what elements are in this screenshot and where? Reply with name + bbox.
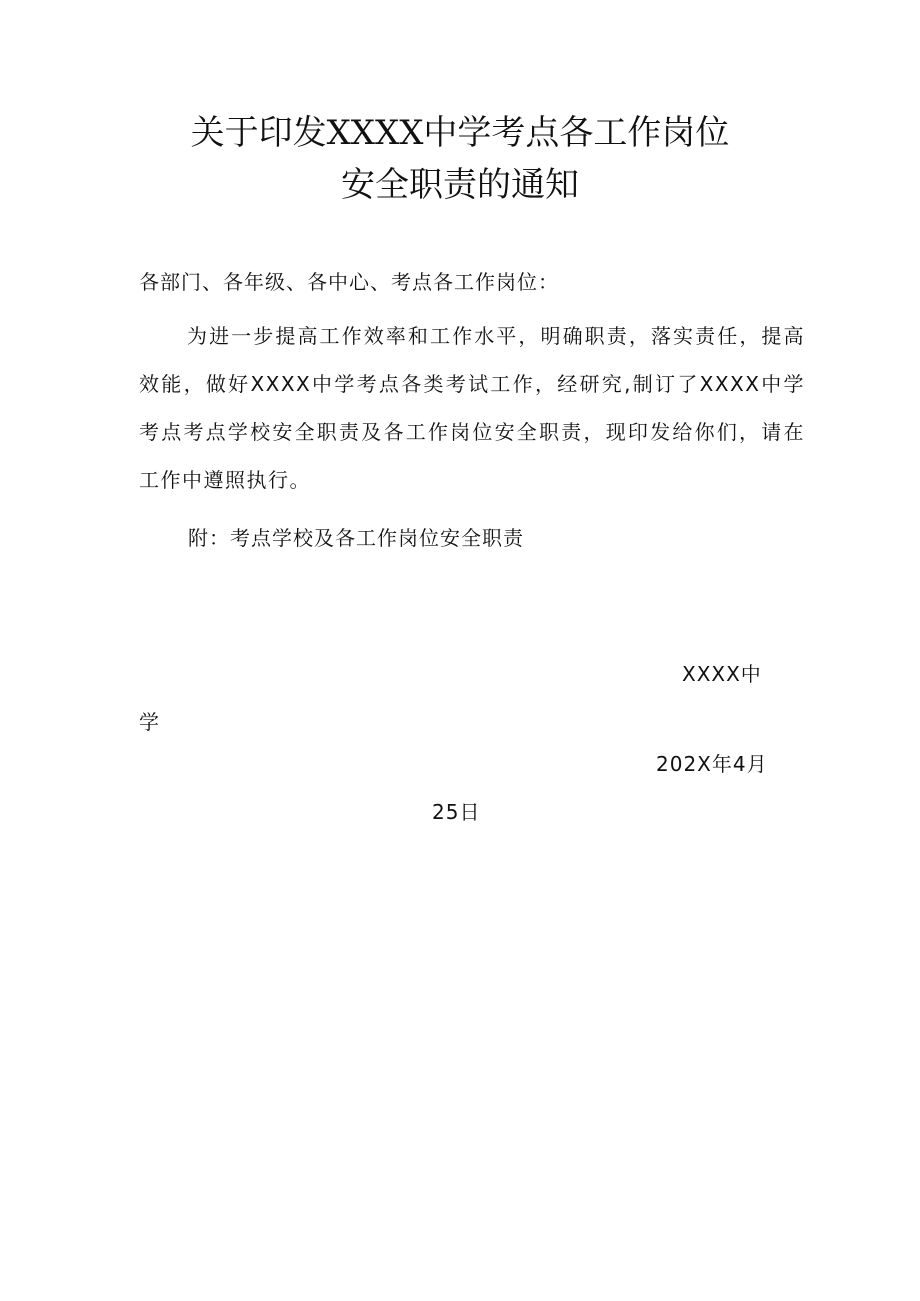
salutation: 各部门、各年级、各中心、考点各工作岗位：: [139, 270, 559, 294]
attachment-note: 附：考点学校及各工作岗位安全职责: [188, 526, 524, 550]
document-title-line-2: 安全职责的通知: [341, 165, 579, 205]
document-title-line-1: 关于印发XXXX中学考点各工作岗位: [190, 113, 730, 153]
body-paragraph: 为进一步提高工作效率和工作水平，明确职责，落实责任，提高效能，做好XXXX中学考点各类考试工作，经研究,制订了XXXX中学考点考点学校安全职责及各工作岗位安全职责，现印发给你们，请在工作中遵照执行。: [139, 324, 805, 492]
signature-school-continued: 学: [139, 710, 160, 734]
signature-school: XXXX中: [682, 662, 762, 686]
signature-date: 202X年4月: [656, 752, 768, 776]
signature-date-continued: 25日: [432, 800, 481, 824]
